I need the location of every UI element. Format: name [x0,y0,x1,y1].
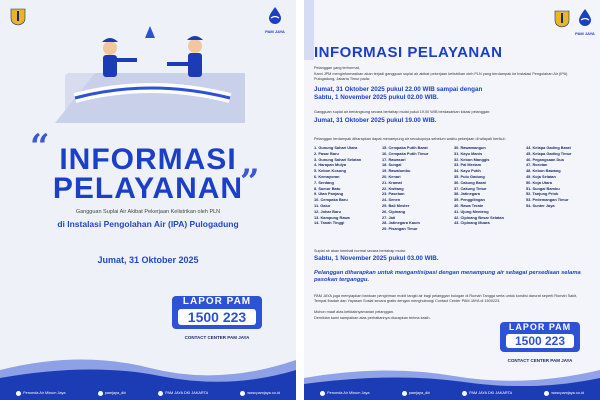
area-item: 39. Penggilingan [454,197,485,203]
poster-title-line2: PELAYANAN [52,172,244,205]
area-item: 29. Pisangan Timur [382,226,418,232]
schedule-line2: Sabtu, 1 November 2025 pukul 02.00 WIB. [314,94,439,101]
area-column [454,145,504,226]
area-item: 9. Utan Panjang [314,191,344,197]
lapor-number: 1500 223 [506,334,574,348]
area-item: 14. Tanah Tinggi [314,220,345,226]
area-item: 26. Cipinang [382,208,406,214]
resume-date: Sabtu, 1 November 2025 pukul 03.00 WIB. [314,255,439,262]
area-column [314,145,361,226]
lapor-pam-badge [500,322,580,352]
poster-date: Jumat, 31 Oktober 2025 [97,255,199,265]
dki-crest-icon [10,8,26,26]
greeting-text: Pelanggan yang terhormat, [314,66,360,70]
corner-decoration [304,0,314,60]
footer-website[interactable]: www.pamjaya.co.id [240,391,280,396]
lapor-label: LAPOR PAM [182,296,252,307]
area-item: 25. Bali Mester [382,202,410,208]
warning-note: Pelanggan diharapkan untuk mengantisipasi dengan menampung air sebagai persediaan selama pasokan terganggu. [314,270,581,284]
area-item: 2. Pasar Baru [314,150,339,156]
contact-center-label: CONTACT CENTER PAM JAYA [184,335,250,340]
poster-location: di Instalasi Pengolahan Air (IPA) Pulogadung [57,219,239,229]
thanks-text: Demikian kami sampaikan atas perhatiannya diucapkan terima kasih. [314,316,431,320]
area-item: 52. Tanjung Priok [526,191,559,197]
area-item: 35. Pulo Gadung [454,173,485,179]
area-item: 15. Cempaka Putih Barat [382,145,428,150]
area-item: 34. Kayu Putih [454,168,481,174]
pam-drop-icon [575,8,595,26]
area-item: 19. Rawalumbu [382,168,411,174]
area-item: 4. Harapan Mulya [314,162,347,168]
poster-footer [304,386,600,400]
area-item: 43. Cipinang Muara [454,220,490,226]
youtube-icon [462,391,467,396]
workers-illustration [55,18,245,123]
info-title: INFORMASI PELAYANAN [314,44,503,61]
schedule-line1: Jumat, 31 Oktober 2025 pukul 22.00 WIB sampai dengan [314,86,483,93]
contact-center-label: CONTACT CENTER PAM JAYA [507,358,573,363]
footer-youtube[interactable]: PAM JAYA DKI JAKARTA [462,391,512,396]
area-item: 32. Kebon Manggis [454,156,490,162]
area-item: 21. Kramat [382,179,402,185]
pam-jaya-logo [262,6,288,34]
area-item: 40. Rawa Terate [454,202,484,208]
area-item: 44. Kelapa Gading Barat [526,145,571,150]
footer-facebook[interactable]: Perumda Air Minum Jaya [320,391,369,396]
footer-instagram[interactable]: pamjaya_dki [98,391,126,396]
area-item: 41. Ujung Menteng [454,208,489,214]
footer-website[interactable]: www.pamjaya.co.id [544,391,584,396]
area-item: 51. Sungai Bambu [526,185,560,191]
area-item: 28. Jatinegara Kaum [382,220,420,226]
poster-title-line1: INFORMASI [59,143,237,176]
areas-intro-text: Pelanggan terdampak diharapkan dapat menampung air secukupnya sebelum waktu pekerjaan di wilayah berikut: [314,137,506,141]
schedule-line3: Jumat, 31 Oktober 2025 pukul 19.00 WIB. [314,117,437,124]
globe-icon [544,391,549,396]
wave-decoration [0,340,296,390]
poster-left [0,0,296,400]
pam-jaya-logo [572,8,598,36]
area-item: 42. Cipinang Besar Selatan [454,214,504,220]
dki-crest-icon [554,10,570,28]
area-item: 22. Kwitang [382,185,404,191]
facebook-icon [16,391,21,396]
close-quote-icon: ” [240,162,260,202]
area-item: 3. Gunung Sahari Selatan [314,156,362,162]
footer-facebook[interactable]: Perumda Air Minum Jaya [16,391,65,396]
area-item: 31. Kayu Manis [454,150,483,156]
area-column [382,145,428,232]
area-item: 49. Koja Selatan [526,173,556,179]
youtube-icon [158,391,163,396]
area-item: 11. Galur [314,202,331,208]
open-quote-icon: “ [30,127,50,167]
area-item: 18. Sungai [382,162,402,168]
footer-instagram[interactable]: pamjaya_dki [402,391,430,396]
area-item: 7. Serdang [314,179,334,185]
poster-footer [0,386,296,400]
area-item: 36. Cakung Barat [454,179,486,185]
lapor-pam-badge [172,296,262,329]
footer-youtube[interactable]: PAM JAYA DKI JAKARTA [158,391,208,396]
area-item: 16. Cempaka Putih Timur [382,150,429,156]
area-item: 23. Paseban [382,191,405,197]
area-item: 10. Cempaka Baru [314,197,348,203]
pam-drop-icon [265,6,285,24]
area-item: 24. Senen [382,197,401,203]
area-column [526,145,572,209]
area-item: 33. Pal Meriam [454,162,482,168]
area-item: 53. Pedemangan Timur [526,197,569,203]
area-item: 45. Kelapa Gading Timur [526,150,572,156]
area-item: 1. Gunung Sahari Utara [314,145,358,150]
area-item: 6. Kemayoran [314,173,340,179]
area-item: 46. Pegangsaan Dua [526,156,564,162]
area-item: 38. Jatinegara [454,191,480,197]
poster-right [304,0,600,400]
area-item: 12. Johar Baru [314,208,342,214]
area-item: 13. Kampung Rawa [314,214,350,220]
resume-intro-text: Suplai air akan kembali normal secara bertahap mulai: [314,249,406,253]
poster-subtitle: Gangguan Suplai Air Akibat Pekerjaan Kelistrikan oleh PLN [75,209,221,215]
area-item: 27. Jati [382,214,396,220]
area-item: 8. Sumur Batu [314,185,341,191]
intro-text: Kami JPM menginformasikan akan terjadi gangguan suplai air akibat pekerjaan kelistrikan oleh PLN yang berdampak ke Instalasi Pengolahan Air (IPA) Pulogadung, Jakarta Timur pada: [314,72,568,81]
facebook-icon [320,391,325,396]
tanker-info-text: PAM JAYA juga menyiapkan bantuan pengiriman mobil tangki air bagi pelanggan bulogan di Rumah Tangga serta untuk kondisi darurat seperti Rumah Sakit, Tempat Ibadah dan Yayasan Sosial secara gratis dengan menghubungi Contact Center PAM JAYA di 1500223. [314,294,578,303]
area-item: 47. Rorotan [526,162,548,168]
affected-areas-list [314,145,590,235]
intro2-text: Gangguan suplai air berlangsung secara bertahap mulai pukul 19.00 WIB berdasarkan lokasi pelanggan: [314,110,491,114]
lapor-label: LAPOR PAM [508,322,572,332]
area-item: 54. Sunter Jaya [526,202,555,208]
lapor-number: 1500 223 [178,309,256,325]
pam-logo-text: PAM JAYA [265,29,285,34]
area-item: 17. Rawasari [382,156,406,162]
area-item: 20. Kenari [382,173,401,179]
instagram-icon [98,391,103,396]
apology-text: Mohon maaf atas ketidaknyamanan pelanggan. [314,310,394,314]
globe-icon [240,391,245,396]
area-item: 50. Koja Utara [526,179,552,185]
area-item: 30. Rawamangun [454,145,486,150]
pam-logo-text: PAM JAYA [575,31,595,36]
area-item: 48. Kebon Bawang [526,168,561,174]
area-item: 5. Kebon Kosong [314,168,346,174]
area-item: 37. Cakung Timur [454,185,487,191]
instagram-icon [402,391,407,396]
